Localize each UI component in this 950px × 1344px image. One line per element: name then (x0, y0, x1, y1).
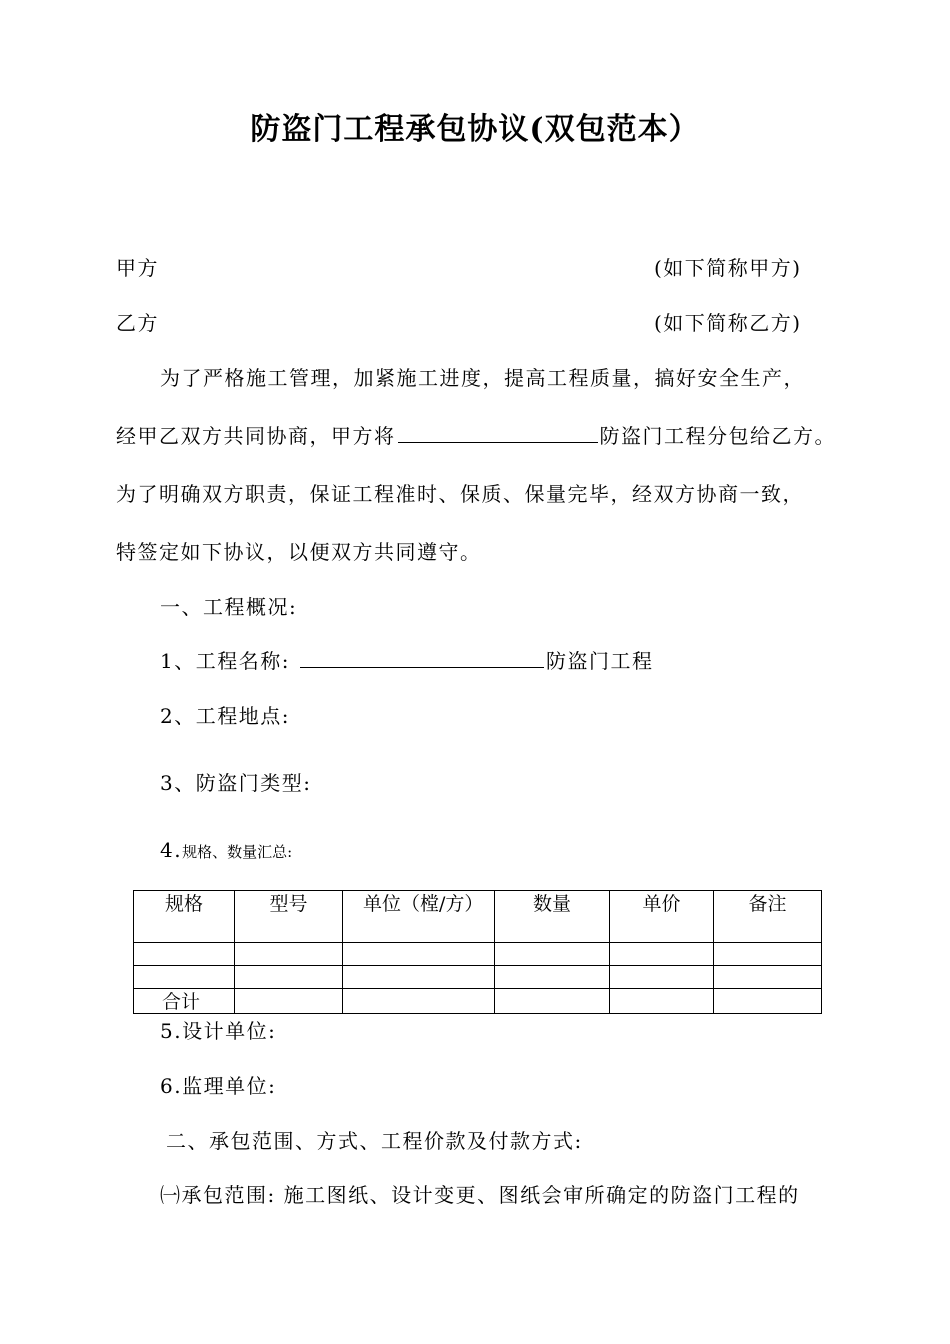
intro-line-2-post: 防盗门工程分包给乙方。 (599, 424, 836, 448)
intro-line-2 (116, 420, 836, 449)
section-1-heading: 一、工程概况: (160, 595, 298, 619)
party-b-label: 乙方 (116, 311, 159, 335)
item-1-project-name (160, 645, 653, 674)
intro-line-1: 为了严格施工管理，加紧施工进度，提高工程质量，搞好安全生产， (160, 366, 805, 390)
total-label: 合计 (134, 989, 235, 1014)
item-1-label: 1、工程名称: (160, 649, 290, 673)
header-unit-price: 单价 (610, 891, 714, 943)
party-a-note: (如下简称甲方) (654, 256, 802, 280)
item-6-supervision-unit: 6.监理单位: (160, 1074, 277, 1098)
header-quantity: 数量 (495, 891, 610, 943)
project-blank-line (398, 422, 598, 443)
header-unit: 单位（樘/方） (343, 891, 495, 943)
item-1-suffix: 防盗门工程 (545, 649, 654, 673)
project-name-blank-line (300, 647, 544, 668)
item-4-label: 规格、数量汇总: (182, 843, 293, 861)
section-2-heading: 二、承包范围、方式、工程价款及付款方式: (166, 1129, 583, 1153)
header-spec: 规格 (134, 891, 235, 943)
header-remarks: 备注 (714, 891, 822, 943)
item-4-spec-summary (160, 838, 292, 862)
item-3-door-type: 3、防盗门类型: (160, 771, 312, 795)
party-b-note: (如下简称乙方) (654, 311, 802, 335)
table-row (134, 966, 822, 989)
item-2-location: 2、工程地点: (160, 704, 290, 728)
scope-line: ㈠承包范围: 施工图纸、设计变更、图纸会审所确定的防盗门工程的 (160, 1183, 800, 1207)
intro-line-4: 特签定如下协议，以便双方共同遵守。 (116, 540, 482, 564)
header-model: 型号 (235, 891, 343, 943)
spec-table-header-row (134, 891, 822, 943)
item-4-number: 4. (160, 838, 183, 862)
intro-line-2-pre: 经甲乙双方共同协商，甲方将 (116, 424, 396, 448)
party-a-label: 甲方 (116, 256, 159, 280)
document-title: 防盗门工程承包协议(双包范本） (250, 112, 700, 147)
spec-table-total-row (134, 989, 822, 1014)
item-5-design-unit: 5.设计单位: (160, 1019, 277, 1043)
table-row (134, 943, 822, 966)
intro-line-3: 为了明确双方职责，保证工程准时、保质、保量完毕，经双方协商一致， (116, 482, 804, 506)
spec-table (133, 890, 822, 1014)
